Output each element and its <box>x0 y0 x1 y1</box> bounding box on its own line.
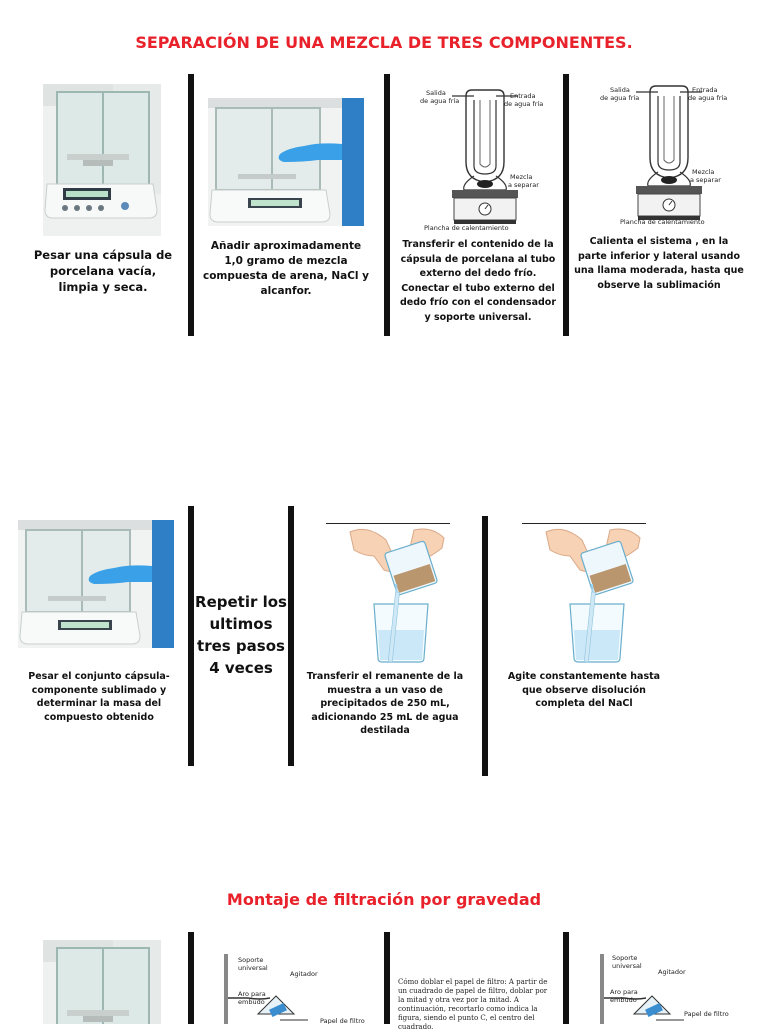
step-stir-dissolve: Agite constantemente hasta que observe disolución completa del NaCl <box>507 671 661 709</box>
cold-finger-diagram-2 <box>586 84 738 226</box>
label-salida-2: de agua fría <box>420 97 460 105</box>
balance-photo-3 <box>43 940 161 1024</box>
divider <box>384 74 390 336</box>
label-soporte: Soporte <box>238 956 264 964</box>
label-mezcla: Mezcla <box>692 168 715 176</box>
label-salida: Salida <box>426 89 446 97</box>
label-agitador: Agitador <box>658 968 686 976</box>
page-title: SEPARACIÓN DE UNA MEZCLA DE TRES COMPONENTES. <box>135 33 633 52</box>
label-entrada: Entrada <box>510 92 536 100</box>
label-plancha: Plancha de calentamiento <box>424 224 509 232</box>
label-entrada-2: de agua fría <box>688 94 728 102</box>
filter-paper-note: Cómo doblar el papel de filtro: A partir de un cuadrado de papel de filtro, doblar por la mitad y otra vez por la mitad. A continuación, recortarlo como indica la figura, siendo el punto C, el centro del cuadrado. <box>398 978 548 1031</box>
label-mezcla: Mezcla <box>510 173 533 181</box>
divider <box>384 932 390 1024</box>
rule <box>522 523 646 524</box>
divider <box>188 932 194 1024</box>
divider <box>563 74 569 336</box>
label-salida-2: de agua fría <box>600 94 640 102</box>
section-title: Montaje de filtración por gravedad <box>226 890 542 909</box>
label-soporte: Soporte <box>612 954 638 962</box>
label-soporte-2: universal <box>238 964 268 972</box>
label-papel: Papel de filtro <box>320 1017 365 1024</box>
label-entrada-2: de agua fría <box>504 100 544 108</box>
repeat-instruction: Repetir los ultimos tres pasos 4 veces <box>195 593 287 677</box>
rule <box>326 523 450 524</box>
step-weigh-sublimate: Pesar el conjunto cápsula-componente sublimado y determinar la masa del compuesto obtenido <box>28 671 170 723</box>
label-aro-2: embudo <box>610 996 637 1004</box>
balance-glove-photo <box>208 98 364 226</box>
step-weigh-capsule: Pesar una cápsula de porcelana vacía, limpia y seca. <box>33 248 173 294</box>
filtration-diagram-2 <box>588 950 748 1024</box>
cold-finger-diagram <box>402 86 554 234</box>
label-plancha: Plancha de calentamiento <box>620 218 705 226</box>
label-salida: Salida <box>610 86 630 94</box>
label-agitador: Agitador <box>290 970 318 978</box>
divider <box>188 74 194 336</box>
label-aro-2: embudo <box>238 998 265 1006</box>
balance-glove-photo-2 <box>18 520 174 648</box>
balance-photo <box>43 84 161 236</box>
divider <box>288 506 294 766</box>
step-heat-system: Calienta el sistema , en la parte inferior y lateral usando una llama moderada, hasta que observe la sublimación <box>574 236 744 291</box>
divider <box>482 516 488 776</box>
label-mezcla-2: a separar <box>690 176 721 184</box>
label-soporte-2: universal <box>612 962 642 970</box>
beaker-pour-illustration-2 <box>520 526 648 666</box>
divider <box>563 932 569 1024</box>
step-add-mixture: Añadir aproximadamente 1,0 gramo de mezcla compuesta de arena, NaCl y alcanfor. <box>202 240 370 297</box>
label-papel: Papel de filtro <box>684 1010 729 1018</box>
label-aro: Aro para <box>238 990 266 998</box>
filtration-diagram <box>212 950 372 1024</box>
beaker-pour-illustration <box>324 526 452 666</box>
label-mezcla-2: a separar <box>508 181 539 189</box>
label-aro: Aro para <box>610 988 638 996</box>
label-entrada: Entrada <box>692 86 718 94</box>
step-transfer-cold-finger: Transferir el contenido de la cápsula de porcelana al tubo externo del dedo frío. Conectar el tubo externo del dedo frío con el condensador y soporte universal. <box>399 239 557 323</box>
step-transfer-beaker: Transferir el remanente de la muestra a un vaso de precipitados de 250 mL, adicionando 25 mL de agua destilada <box>306 671 464 736</box>
